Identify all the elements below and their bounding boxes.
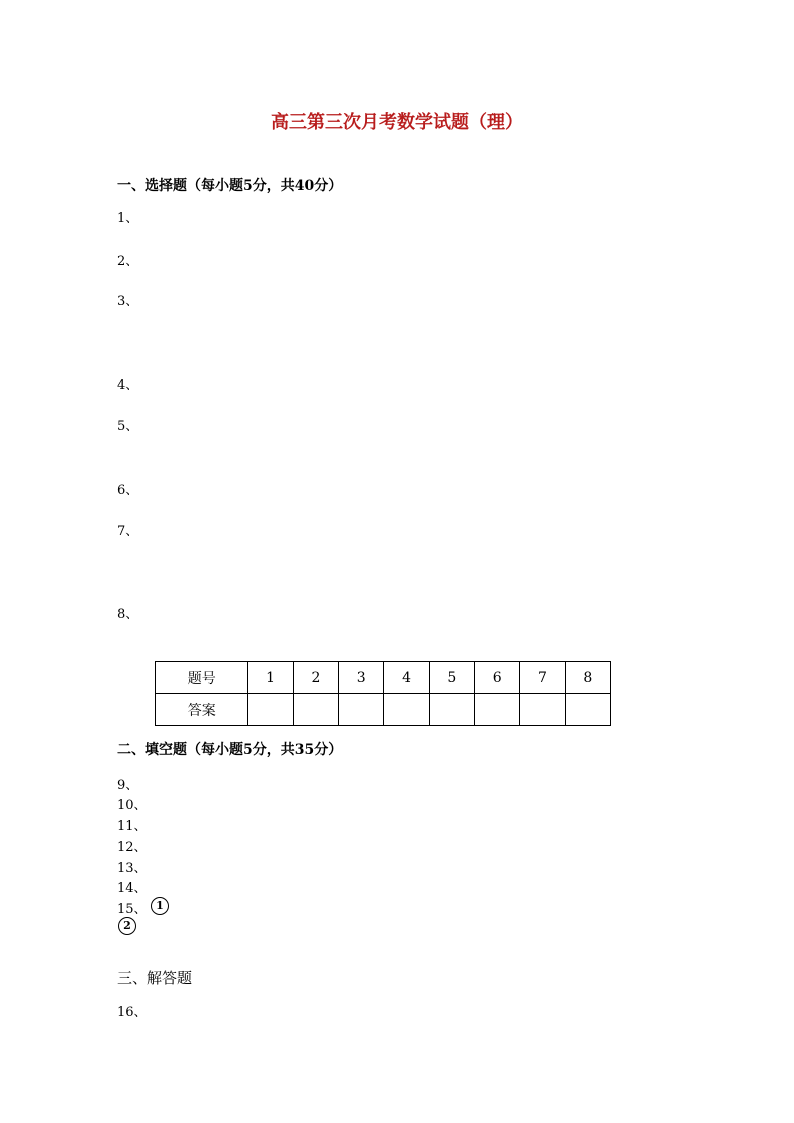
answer-table-header-row [156,662,611,694]
answer-table-label-question: 题号 [156,662,248,694]
answer-cell-1[interactable] [248,694,293,726]
circled-two-icon: 2 [118,917,136,935]
answer-cell-5[interactable] [429,694,474,726]
answer-table-col-3: 3 [339,662,384,694]
section2-heading: 二、填空题（每小题5分，共35分） [117,742,343,758]
question-2-number: 2、 [117,254,139,269]
question-15-number: 15、 [117,902,147,917]
answer-cell-4[interactable] [384,694,429,726]
answer-table-col-4: 4 [384,662,429,694]
answer-cell-6[interactable] [475,694,520,726]
answer-table-col-7: 7 [520,662,565,694]
answer-table-col-2: 2 [293,662,338,694]
question-12-number: 12、 [117,840,147,855]
answer-table [155,661,611,726]
question-7-number: 7、 [117,524,139,539]
answer-table-label-answer: 答案 [156,694,248,726]
answer-table-col-6: 6 [475,662,520,694]
question-10-number: 10、 [117,798,147,813]
question-4-number: 4、 [117,378,139,393]
question-9-number: 9、 [117,778,139,793]
answer-cell-3[interactable] [339,694,384,726]
question-5-number: 5、 [117,419,139,434]
page-title: 高三第三次月考数学试题（理） [271,112,523,133]
question-16-number: 16、 [117,1005,147,1020]
question-13-number: 13、 [117,861,147,876]
answer-table-col-8: 8 [565,662,610,694]
question-1-number: 1、 [117,211,139,226]
answer-table-col-5: 5 [429,662,474,694]
answer-cell-2[interactable] [293,694,338,726]
section1-heading: 一、选择题（每小题5分，共40分） [117,178,343,194]
answer-table-col-1: 1 [248,662,293,694]
answer-cell-8[interactable] [565,694,610,726]
question-8-number: 8、 [117,607,139,622]
question-6-number: 6、 [117,483,139,498]
answer-cell-7[interactable] [520,694,565,726]
answer-table-answer-row [156,694,611,726]
question-11-number: 11、 [117,819,147,834]
section3-heading: 三、解答题 [117,969,193,987]
question-14-number: 14、 [117,881,147,896]
question-3-number: 3、 [117,294,139,309]
circled-one-icon: 1 [151,897,169,915]
